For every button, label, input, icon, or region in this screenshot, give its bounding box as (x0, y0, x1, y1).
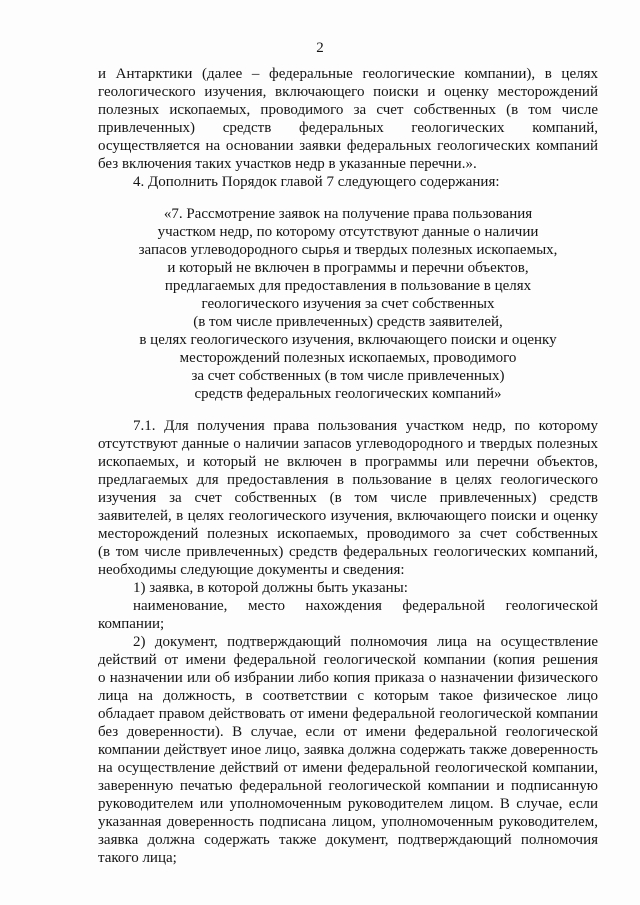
chapter-heading-line: месторождений полезных ископаемых, проводимого (179, 350, 517, 366)
item-2-line: о назначении или об избрании либо копия приказа о назначении физического (98, 670, 598, 686)
chapter-heading-line: «7. Рассмотрение заявок на получение права пользования (163, 206, 533, 222)
item-2-line: указанная доверенность подписана лицом, уполномоченным руководителем, (98, 814, 598, 830)
body-line: без включения таких участков недр в указанные перечни.». (98, 156, 477, 172)
chapter-heading-line: участком недр, по которому отсутствуют данные о наличии (157, 224, 539, 240)
item-1-detail-line: наименование, место нахождения федеральной геологической (133, 598, 598, 614)
body-line: привлеченных) средств федеральных геологических компаний, (98, 120, 598, 136)
chapter-heading-line: и который не включен в программы и перечни объектов, (167, 260, 529, 276)
chapter-heading-line: запасов углеводородного сырья и твердых полезных ископаемых, (138, 242, 558, 258)
chapter-heading-line: геологического изучения за счет собственных (201, 296, 495, 312)
paragraph-7-1-line: отсутствуют данные о наличии запасов углеводородного и твердых полезных (98, 436, 598, 452)
item-2-line: лица на должность, в соответствии с которым такое физическое лицо (98, 688, 598, 704)
paragraph-7-1-line: заявителей, в целях геологического изучения, включающего поиски и оценку (98, 508, 598, 524)
item-2-line: компании действует иное лицо, заявка должна содержать также доверенность (98, 742, 598, 758)
item-2-line: заверенную печатью федеральной геологической компании и подписанную (98, 778, 598, 794)
item-2-line: такого лица; (98, 850, 177, 866)
paragraph-7-1-line: изучения за счет собственных (в том числе привлеченных) средств (98, 490, 598, 506)
page-number: 2 (316, 40, 324, 56)
item-1-detail-line: компании; (98, 616, 165, 632)
body-line: осуществляется на основании заявки федеральных геологических компаний (98, 138, 598, 154)
paragraph-7-1-line: необходимы следующие документы и сведения: (98, 562, 405, 578)
body-line: геологического изучения, включающего поиски и оценку месторождений (98, 84, 598, 100)
chapter-heading-line: (в том числе привлеченных) средств заявителей, (193, 314, 503, 330)
paragraph-7-1-line: (в том числе привлеченных) средств федеральных геологических компаний, (98, 544, 598, 560)
item-1-line: 1) заявка, в которой должны быть указаны: (133, 580, 408, 596)
item-2-line: обладает правом действовать от имени федеральной геологической компании (98, 706, 598, 722)
chapter-heading-line: средств федеральных геологических компаний» (194, 386, 502, 402)
body-line: и Антарктики (далее – федеральные геологические компании), в целях (98, 66, 598, 82)
item-2-line: заявка должна содержать также документ, подтверждающий полномочия (98, 832, 598, 848)
item-2-line: руководителем или уполномоченным руководителем лицом. В случае, если (98, 796, 598, 812)
chapter-heading-line: за счет собственных (в том числе привлеченных) (191, 368, 505, 384)
item-2-line: на осуществление действий от имени федеральной геологической компании, (98, 760, 598, 776)
item-4-line: 4. Дополнить Порядок главой 7 следующего содержания: (133, 174, 500, 190)
body-line: полезных ископаемых, проводимого за счет собственных (в том числе (98, 102, 598, 118)
chapter-heading-line: предлагаемых для предоставления в пользование в целях (164, 278, 532, 294)
paragraph-7-1-line: месторождений полезных ископаемых, проводимого за счет собственных (98, 526, 598, 542)
paragraph-7-1-line: ископаемых, и который не включен в программы или перечни объектов, (98, 454, 598, 470)
item-2-line: действий от имени федеральной геологической компании (копия решения (98, 652, 598, 668)
item-2-line: без доверенности). В случае, если от имени федеральной геологической (98, 724, 598, 740)
item-2-line: 2) документ, подтверждающий полномочия лица на осуществление (133, 634, 598, 650)
chapter-heading-line: в целях геологического изучения, включающего поиски и оценку (139, 332, 557, 348)
paragraph-7-1-line: 7.1. Для получения права пользования участком недр, по которому (133, 418, 598, 434)
paragraph-7-1-line: предлагаемых для предоставления в пользование в целях геологического (98, 472, 598, 488)
